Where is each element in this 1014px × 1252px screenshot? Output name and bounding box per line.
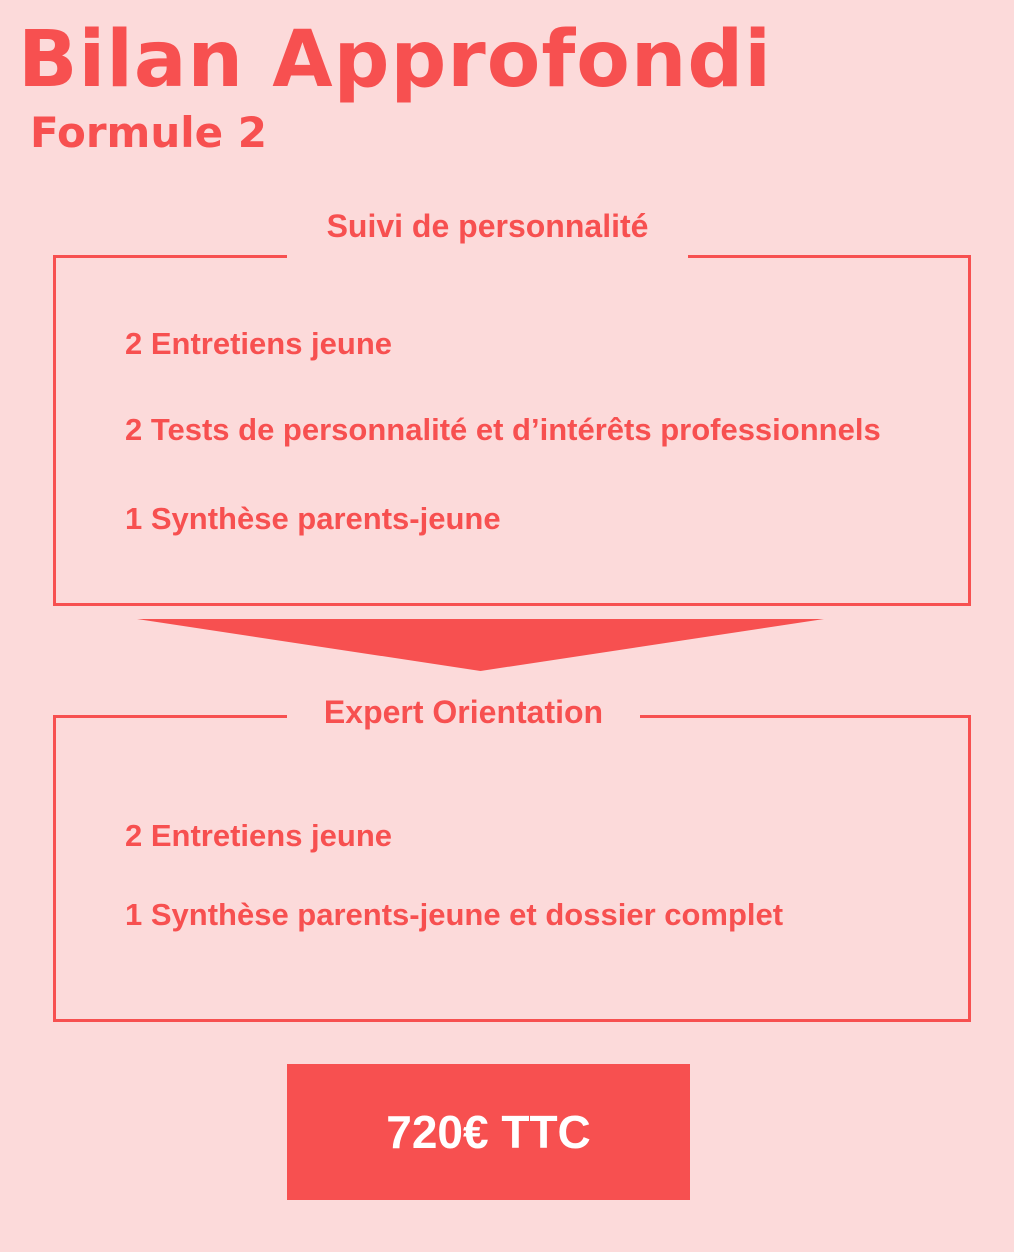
page-title: Bilan Approfondi bbox=[18, 15, 772, 105]
list-item: 1 Synthèse parents-jeune bbox=[125, 501, 501, 536]
section-title-personality: Suivi de personnalité bbox=[287, 193, 688, 259]
list-item: 2 Entretiens jeune bbox=[125, 326, 393, 361]
down-arrow-icon bbox=[137, 619, 824, 671]
list-item: 2 Tests de personnalité et d’intérêts professionnels bbox=[125, 412, 881, 447]
list-item: 2 Entretiens jeune bbox=[125, 818, 393, 853]
list-item: 1 Synthèse parents-jeune et dossier complet bbox=[125, 897, 784, 932]
section-box-orientation bbox=[53, 715, 971, 1022]
section-title-orientation: Expert Orientation bbox=[287, 680, 640, 744]
price-badge: 720€ TTC bbox=[287, 1064, 690, 1200]
page-subtitle: Formule 2 bbox=[30, 108, 267, 157]
